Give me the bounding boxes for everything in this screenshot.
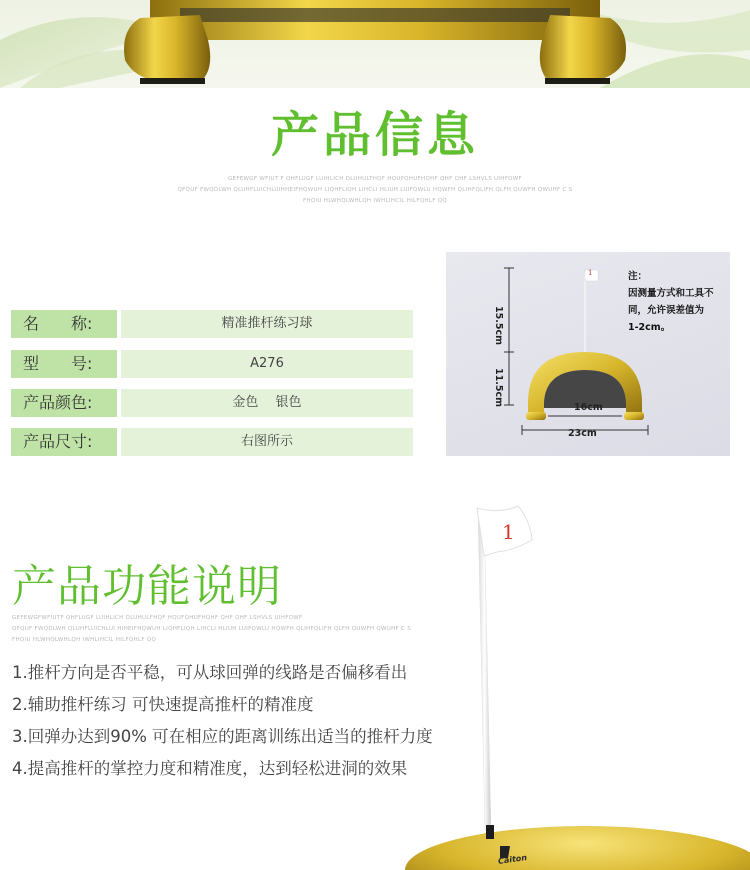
brand-logo: Caiton xyxy=(497,853,528,866)
filler-line: FHQIU HLWHQLWHLQH IWHLIHCIL HILFQHLF QQ xyxy=(302,198,448,204)
product-info-title: 产品信息 xyxy=(270,107,479,163)
spec-label: 产品颜色: xyxy=(11,389,117,417)
feature-item: 3.回弹办达到90% 可在相应的距离训练出适当的推杆力度 xyxy=(12,727,433,746)
filler-line: GEFEWGFWFIUTF QHFLUGF LUIHLICH DLUHULFHQF HQUFQHUFHQHF QHF QHF LSHVLS UIHFOWF xyxy=(12,615,303,621)
spec-value: 右图所示 xyxy=(121,428,413,456)
note-line: 同，允许误差值为 xyxy=(628,305,705,316)
note-title: 注： xyxy=(628,271,648,282)
spec-value: A276 xyxy=(121,350,413,378)
spec-row-color xyxy=(11,389,413,417)
measurement-note xyxy=(628,268,728,336)
filler-line: QFQUF FWQDLWH QLUHFLUICHLUIHHEIFHQWUH LIQHFLIQH LIHCLI HLIUH LUIFQWLU HQWFH QLIHFQLIFH QLFH QUWFH QWUHF C S xyxy=(177,187,573,193)
feature-item: 1.推杆方向是否平稳，可从球回弹的线路是否偏移看出 xyxy=(12,663,408,682)
filler-line: FHQIU HLWHQLWHLQH IWHLIHCIL HILFQHLF QQ xyxy=(12,637,157,643)
spec-row-size xyxy=(11,428,413,456)
hero-image xyxy=(0,0,750,88)
inner-width-label: 16cm xyxy=(574,402,603,413)
spec-label: 名 称: xyxy=(11,310,117,338)
note-line: 1-2cm。 xyxy=(628,322,671,333)
dimension-photo xyxy=(446,252,730,456)
function-title: 产品功能说明 xyxy=(12,561,282,612)
spec-row-name xyxy=(11,310,413,338)
note-line: 因测量方式和工具不 xyxy=(628,288,714,299)
hero-banner xyxy=(0,0,750,88)
spec-label: 产品尺寸: xyxy=(11,428,117,456)
height-lower-label: 11.5cm xyxy=(493,368,504,407)
feature-item: 2.辅助推杆练习 可快速提高推杆的精准度 xyxy=(12,695,314,714)
outer-width-label: 23cm xyxy=(568,428,597,439)
decorative-filler-text xyxy=(0,174,750,207)
flag-number: 1 xyxy=(588,269,593,277)
flag-number: 1 xyxy=(502,520,515,544)
flag-and-ball-image xyxy=(380,500,750,870)
filler-line: QFQUF FWQDLWH QLUHFLUICHLUI HIHEIFHQWUH LIQHFLIQH LIHCLI HLIUH LUIFQWLU HQWFH QLIHFQLIFH QLFH QUWFH QWUHF C S xyxy=(12,626,412,632)
filler-line: GEFEWGF WFIUT F QHFLUGF LUIHLICH DLUHULTHQF HQUFQHUFHQHF QHF QHF LSHVLS UIHFOWF xyxy=(227,176,523,182)
height-upper-label: 15.5cm xyxy=(493,306,504,345)
spec-label: 型 号: xyxy=(11,350,117,378)
decorative-filler-text xyxy=(12,613,411,646)
spec-row-model xyxy=(11,350,413,378)
feature-item: 4.提高推杆的掌控力度和精准度，达到轻松进洞的效果 xyxy=(12,759,408,778)
spec-value: 金色 银色 xyxy=(121,389,413,417)
spec-value: 精准推杆练习球 xyxy=(121,310,413,338)
